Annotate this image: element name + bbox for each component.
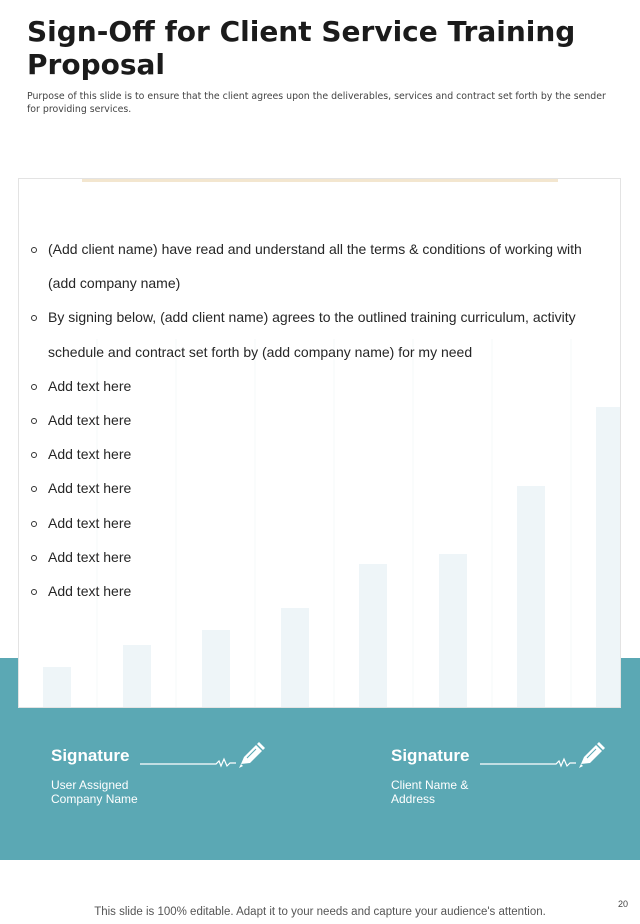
list-item-text: (Add client name) have read and understand all the terms & conditions of working with (add company name) [48, 241, 582, 292]
bullet-circle-icon [31, 247, 37, 253]
signature-caption-line1: User Assigned [51, 778, 129, 792]
list-item [31, 369, 606, 403]
list-item [31, 506, 606, 540]
signature-caption-line2: Address [391, 792, 436, 806]
terms-list [31, 232, 606, 608]
list-item [31, 471, 606, 505]
page-number: 20 [618, 899, 629, 909]
page-title: Sign-Off for Client Service Training Proposal [27, 15, 576, 81]
list-item-text: Add text here [48, 514, 132, 531]
bullet-circle-icon [31, 418, 37, 424]
bullet-circle-icon [31, 486, 37, 492]
list-item [31, 540, 606, 574]
bullet-circle-icon [31, 589, 37, 595]
pen-signature-icon [478, 740, 606, 772]
bullet-circle-icon [31, 384, 37, 390]
signature-caption-line1: Client Name & [391, 778, 469, 792]
bullet-circle-icon [31, 452, 37, 458]
signature-block-user [51, 740, 266, 806]
list-item [31, 232, 606, 300]
list-item-text: Add text here [48, 583, 132, 600]
signature-caption [51, 778, 161, 806]
bullet-circle-icon [31, 315, 37, 321]
list-item-text: Add text here [48, 480, 132, 497]
signature-heading: Signature [391, 746, 470, 765]
list-item-text: Add text here [48, 377, 132, 394]
signature-heading: Signature [51, 746, 130, 765]
list-item-text: By signing below, (add client name) agrees to the outlined training curriculum, activity schedule and contract set forth by (add company name) for my need [48, 309, 576, 360]
list-item [31, 437, 606, 471]
footer-note: This slide is 100% editable. Adapt it to your needs and capture your audience's attention. [94, 906, 546, 918]
list-item-text: Add text here [48, 446, 132, 463]
pen-signature-icon [138, 740, 266, 772]
list-item [31, 403, 606, 437]
signature-caption [391, 778, 501, 806]
list-item-text: Add text here [48, 548, 132, 565]
list-item-text: Add text here [48, 412, 132, 429]
page-subtitle: Purpose of this slide is to ensure that the client agrees upon the deliverables, services and contract set forth by the sender for providing services. [27, 91, 606, 115]
bullet-circle-icon [31, 555, 37, 561]
terms-card [18, 178, 621, 708]
signature-block-client [391, 740, 606, 806]
list-item [31, 574, 606, 608]
bullet-circle-icon [31, 521, 37, 527]
list-item [31, 300, 606, 368]
signature-caption-line2: Company Name [51, 792, 138, 806]
